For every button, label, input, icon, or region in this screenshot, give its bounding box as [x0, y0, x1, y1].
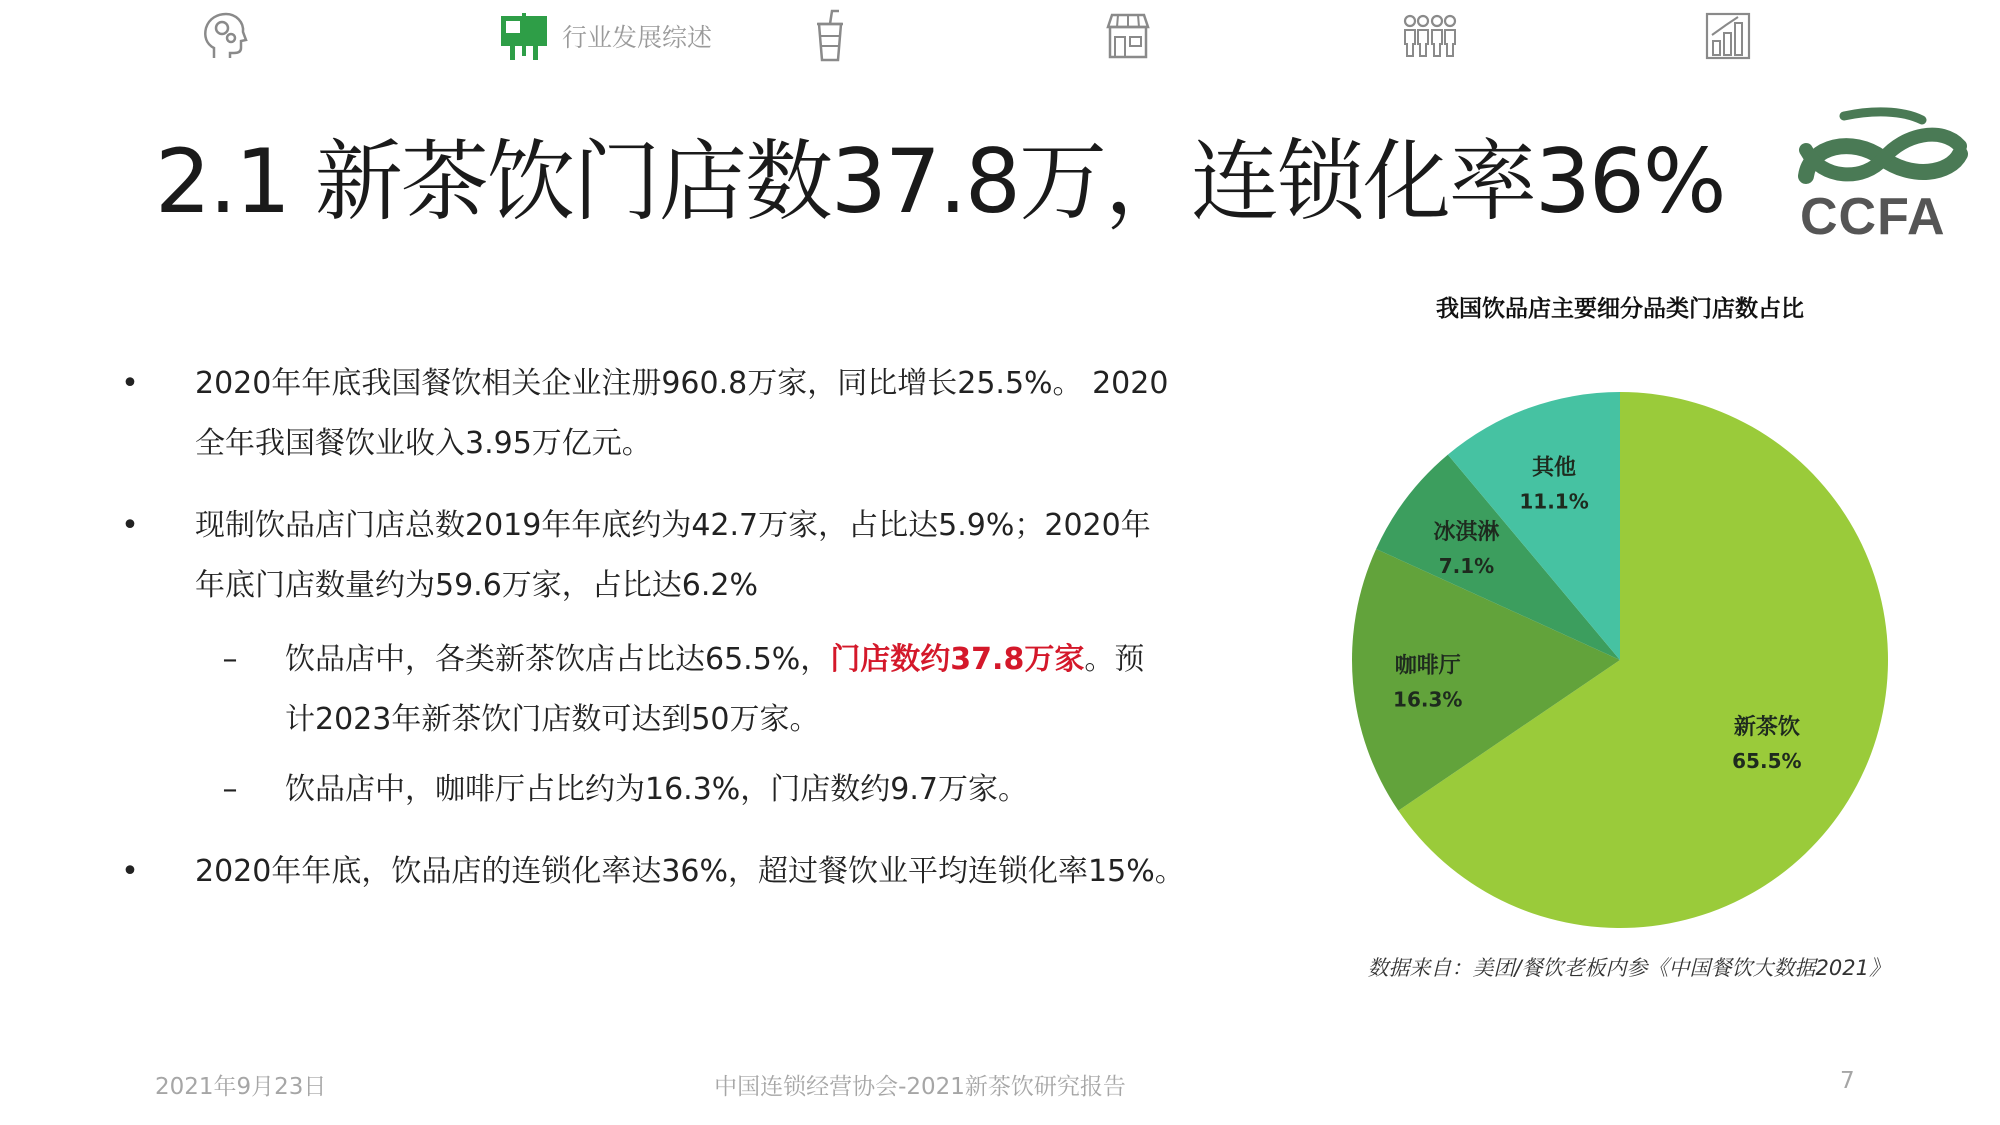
bullet-text — [285, 630, 1144, 690]
footer-title: 中国连锁经营协会-2021新茶饮研究报告 — [714, 1074, 1126, 1100]
pie-label: 冰淇淋 — [1433, 520, 1500, 546]
bullet-marker: – — [222, 642, 238, 677]
bar-growth-icon — [1704, 11, 1752, 61]
pie-label: 新茶饮 — [1733, 714, 1800, 740]
pie-value-label: 16.3% — [1393, 687, 1463, 712]
pie-chart — [1340, 380, 1900, 940]
ccfa-logo — [1792, 106, 1972, 245]
bullet-marker: • — [121, 366, 139, 401]
bullet-marker: • — [121, 854, 139, 889]
bullet-marker: • — [121, 508, 139, 543]
pie-label: 咖啡厅 — [1394, 653, 1461, 679]
bullet-text-part: 。预 — [1084, 642, 1145, 677]
highlight-text: 门店数约37.8万家 — [830, 642, 1085, 677]
pie-label: 其他 — [1532, 455, 1577, 481]
nav-item-label: 行业发展综述 — [562, 23, 713, 52]
bullet-marker: – — [222, 772, 238, 807]
nav-item-4[interactable] — [1104, 8, 1152, 64]
storefront-icon — [1104, 11, 1152, 61]
data-source: 数据来自：美团/餐饮老板内参《中国餐饮大数据2021》 — [1367, 956, 1890, 980]
logo-text: CCFA — [1800, 188, 1946, 241]
page-number: 7 — [1840, 1068, 1855, 1094]
pie-value-label: 7.1% — [1438, 554, 1495, 579]
nav-item-3[interactable] — [812, 8, 848, 64]
nav-item-5[interactable] — [1400, 8, 1460, 64]
bullet-text: 饮品店中，咖啡厅占比约为16.3%，门店数约9.7万家。 — [285, 772, 1029, 807]
bullet-text: 现制饮品店门店总数2019年年底约为42.7万家，占比达5.9%；2020年 — [195, 508, 1151, 543]
chart-title: 我国饮品店主要细分品类门店数占比 — [1436, 296, 1804, 322]
pie-value-label: 11.1% — [1519, 489, 1589, 514]
nav-item-6[interactable] — [1704, 8, 1752, 64]
page-title: 2.1 新茶饮门店数37.8万，连锁化率36% — [155, 130, 1725, 233]
drink-cup-icon — [812, 8, 848, 64]
presentation-board-icon — [498, 10, 550, 62]
nav-item-1[interactable] — [200, 8, 248, 64]
pie-value-label: 65.5% — [1732, 748, 1802, 773]
bullet-text: 计2023年新茶饮门店数可达到50万家。 — [285, 702, 820, 737]
bullet-text-part: 饮品店中，各类新茶饮店占比达65.5%， — [285, 642, 831, 677]
ccfa-logo-icon — [1792, 106, 1972, 241]
nav-item-2[interactable] — [498, 8, 712, 64]
footer-date: 2021年9月23日 — [155, 1074, 327, 1100]
bullet-text: 年底门店数量约为59.6万家，占比达6.2% — [195, 568, 759, 603]
top-navigation — [0, 0, 2000, 75]
head-gears-icon — [200, 10, 248, 62]
bullet-text: 2020年年底，饮品店的连锁化率达36%，超过餐饮业平均连锁化率15%。 — [195, 854, 1185, 889]
pie-chart-svg — [1340, 380, 1900, 940]
bullet-text: 2020年年底我国餐饮相关企业注册960.8万家，同比增长25.5%。 2020 — [195, 366, 1169, 401]
bullet-text: 全年我国餐饮业收入3.95万亿元。 — [195, 426, 652, 461]
people-group-icon — [1400, 12, 1460, 60]
